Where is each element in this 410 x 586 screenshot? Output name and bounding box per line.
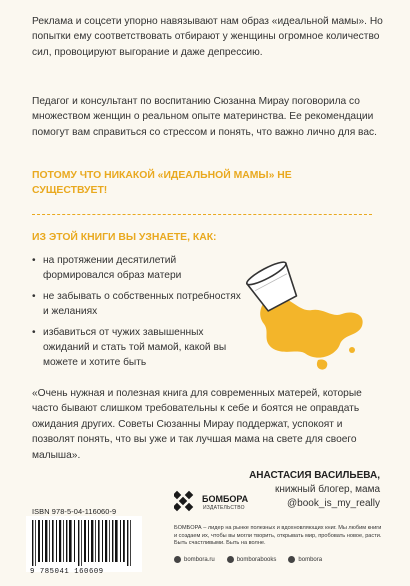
globe-icon [174,556,181,563]
reviewer-role: книжный блогер, мама [274,484,380,495]
intro-paragraph-1: Реклама и соцсети упорно навязывают нам образ «идеальной мамы». Но попытки ему соответствовать отбирают у женщины огромное количество сил, провоцируют выгорание и даже депрессию. [32,16,383,58]
instagram-icon [288,556,295,563]
spilled-cup-illustration [232,244,392,374]
barcode-icon [26,516,142,572]
slogan: ПОТОМУ ЧТО НИКАКОЙ «ИДЕАЛЬНОЙ МАМЫ» НЕ СУЩЕСТВУЕТ! [32,170,292,196]
reviewer-handle: @book_is_my_really [287,498,380,509]
spill-drop-shape [317,359,327,369]
learn-heading: ИЗ ЭТОЙ КНИГИ ВЫ УЗНАЕТЕ, КАК: [32,232,217,243]
learn-list [32,254,244,377]
reviewer-name: АНАСТАСИЯ ВАСИЛЬЕВА, [249,470,380,481]
intro-paragraph-2: Педагог и консультант по воспитанию Сюзанна Мирау поговорила со множеством женщин о реальном опыте материнства. Ее рекомендации помогут вам справиться со стрессом и понять, что важно лично для вас. [32,96,377,138]
social-instagram[interactable] [288,556,322,563]
publisher-socials [174,556,388,563]
publisher-description: БОМБОРА – лидер на рынке полезных и вдохновляющих книг. Мы любим книги и создаем их, чтобы вы могли творить, открывать мир, пробовать новое, расти. Быть счастливыми. Быть на волне. [174,525,382,547]
isbn-label: ISBN 978-5-04-116060-9 [32,507,117,516]
learn-item: • не забывать о собственных потребностях и желаниях [32,290,244,319]
dashed-divider [32,214,372,215]
reviewer-signature [249,469,380,511]
review-quote: «Очень нужная и полезная книга для современных матерей, которые часто бывают слишком требовательны к себе и боятся не оправдать ожидания других. Советы Сюзанны Мирау поддержат, успокоят и позволят понять, что вы уже и так лучшая мама на свете для своего малыша». [32,388,362,461]
social-website[interactable] [174,556,215,563]
social-website-label: bombora.ru [184,556,215,563]
barcode-digits: 9 785041 160609 [30,568,104,576]
publisher-subtitle: ИЗДАТЕЛЬСТВО [203,505,245,511]
spill-drop-small [349,347,355,353]
social-vk-label: bomborabooks [236,556,277,563]
learn-item: • на протяжении десятилетий формировался образ матери [32,254,244,283]
publisher-name: БОМБОРА [202,494,249,504]
social-instagram-label: bombora [298,556,323,563]
social-vk[interactable] [227,556,277,563]
vk-icon [227,556,234,563]
learn-item: • избавиться от чужих завышенных ожиданий и стать той мамой, какой вы можете и хотите быть [32,326,244,370]
